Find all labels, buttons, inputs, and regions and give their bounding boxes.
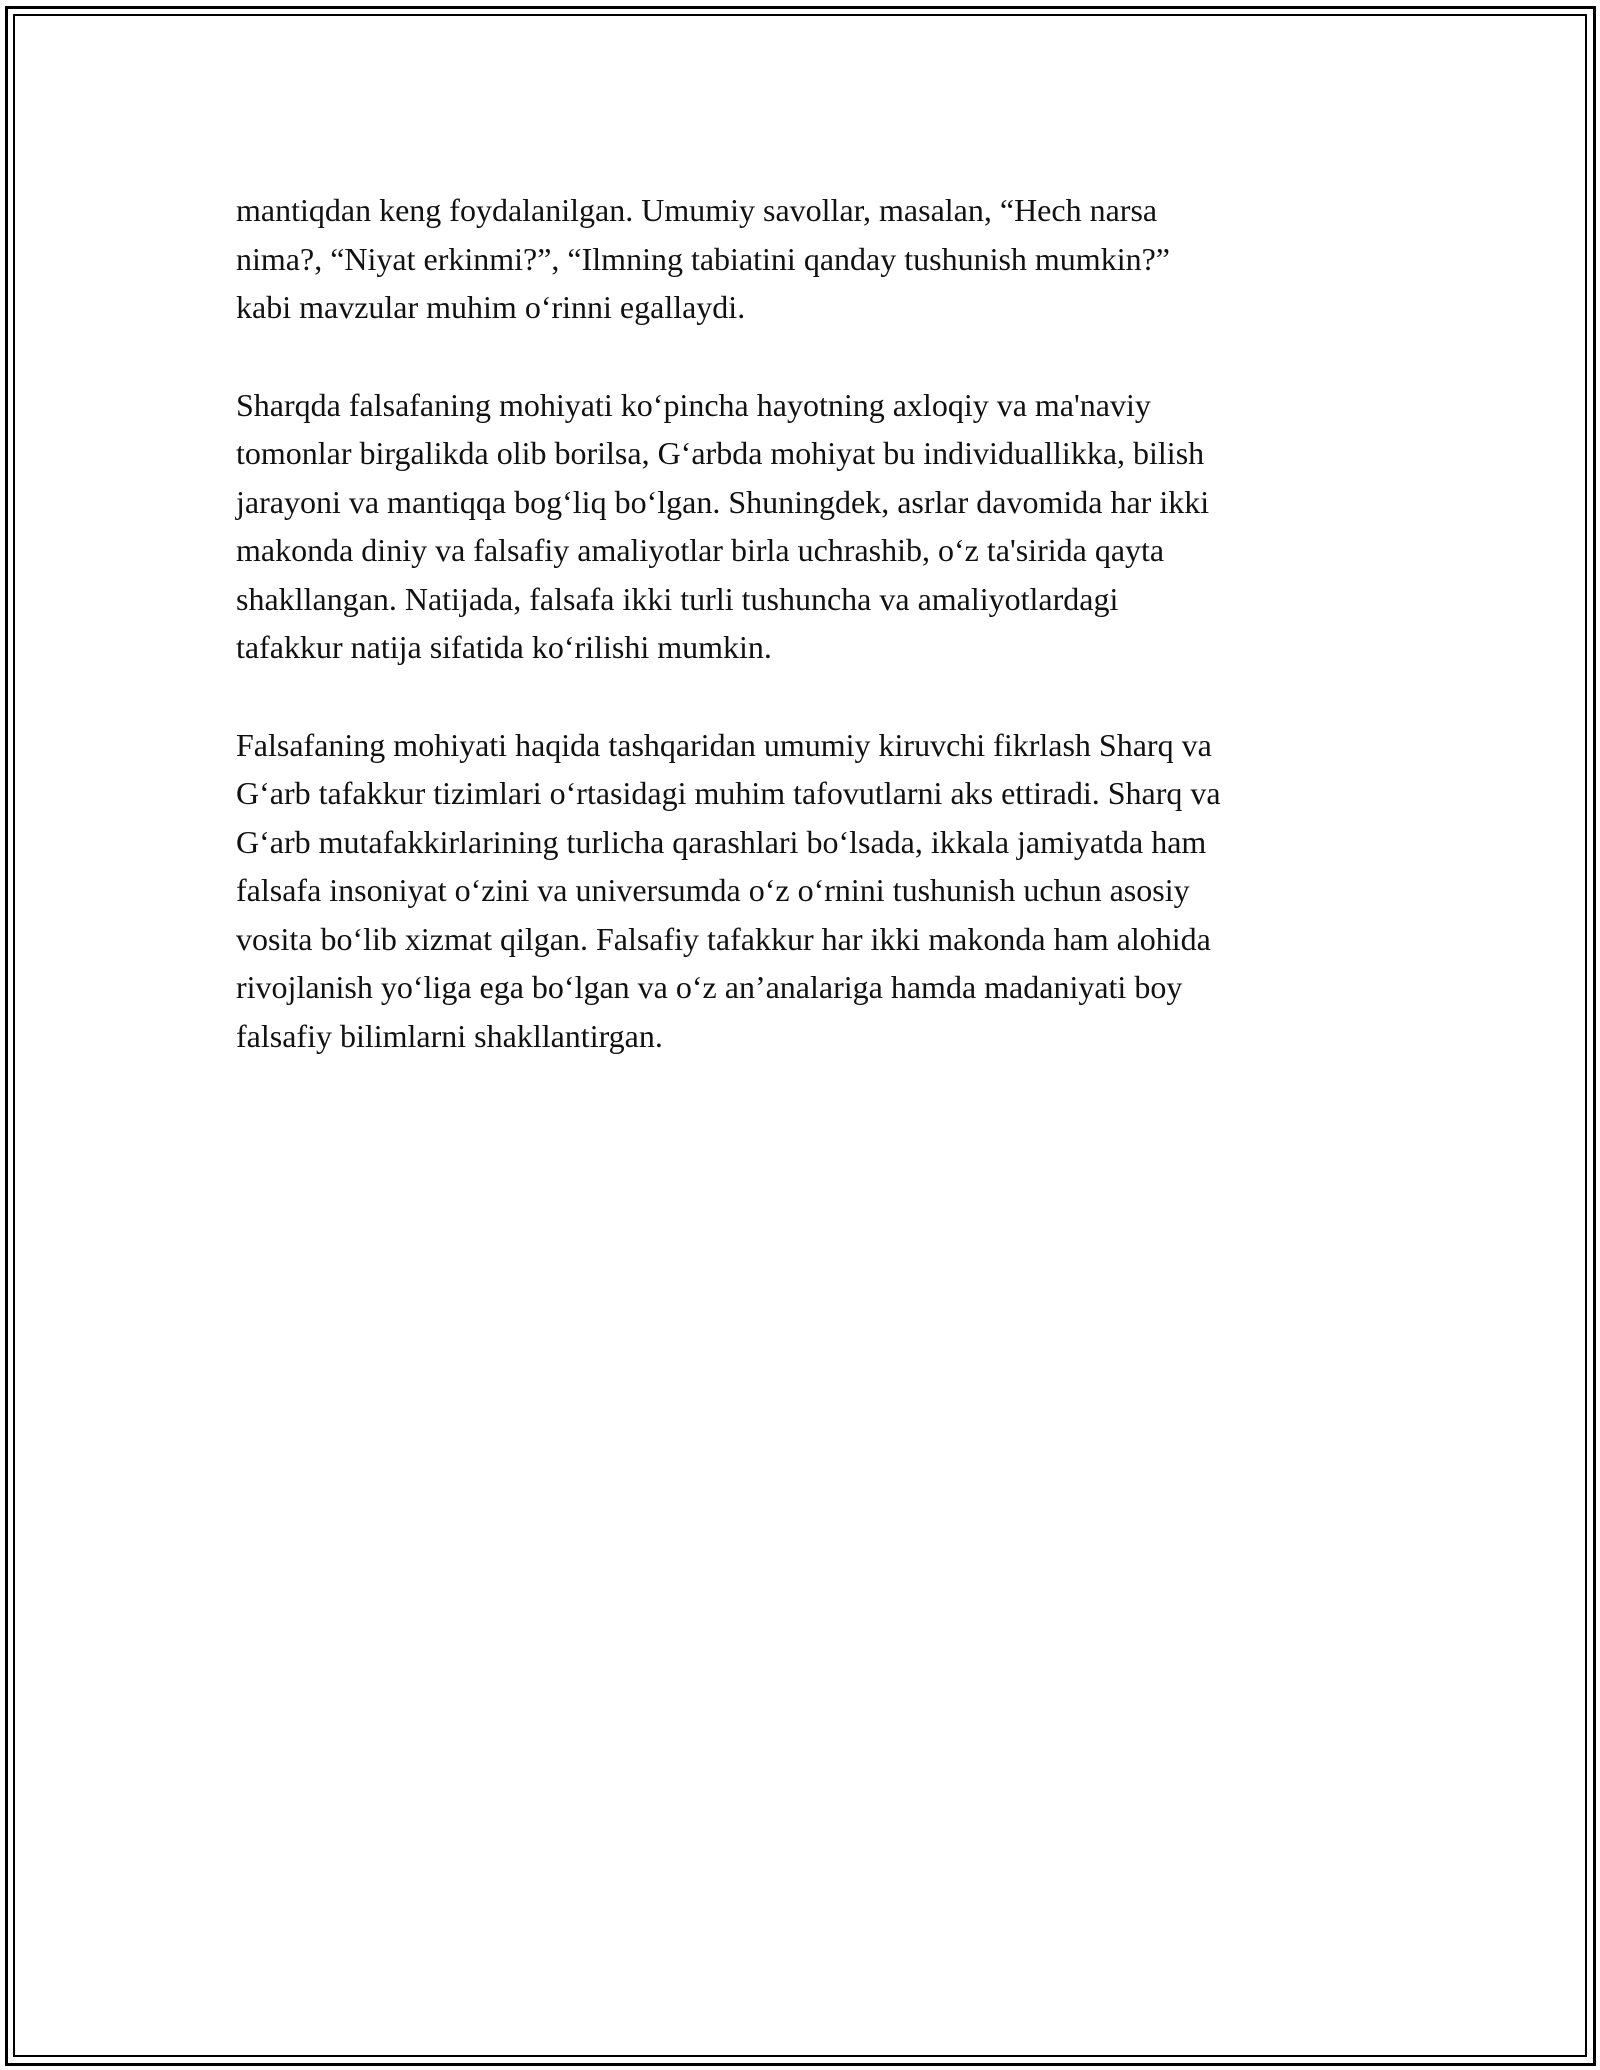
text-line: G‘arb tafakkur tizimlari o‘rtasidagi muhim tafovutlarni aks ettiradi. Sharq va (236, 775, 1221, 811)
text-line: Falsafaning mohiyati haqida tashqaridan umumiy kiruvchi fikrlash Sharq va (236, 726, 1212, 763)
text-line: tomonlar birgalikda olib borilsa, G‘arbda mohiyat bu individuallikka, bilish (236, 435, 1205, 471)
text-line: rivojlanish yo‘liga ega bo‘lgan va o‘z an’analariga hamda madaniyati boy (236, 969, 1183, 1005)
text-line: kabi mavzular muhim o‘rinni egallaydi. (236, 289, 746, 325)
paragraph-3 (236, 721, 1371, 1061)
text-line: tafakkur natija sifatida ko‘rilishi mumkin. (236, 629, 772, 665)
text-line: mantiqdan keng foydalanilgan. Umumiy savollar, masalan, “Hech narsa (236, 192, 1158, 228)
text-line: makonda diniy va falsafiy amaliyotlar birla uchrashib, o‘z ta'sirida qayta (236, 532, 1165, 568)
text-line: G‘arb mutafakkirlarining turlicha qarashlari bo‘lsada, ikkala jamiyatda ham (236, 823, 1207, 860)
text-line: falsafa insoniyat o‘zini va universumda o‘z o‘rnini tushunish uchun asosiy (236, 872, 1190, 908)
text-line: falsafiy bilimlarni shakllantirgan. (236, 1017, 663, 1054)
document-body (236, 186, 1371, 1109)
paragraph-2 (236, 381, 1371, 672)
text-line: vosita bo‘lib xizmat qilgan. Falsafiy tafakkur har ikki makonda ham alohida (236, 920, 1211, 957)
text-line: Sharqda falsafaning mohiyati ko‘pincha hayotning axloqiy va ma'naviy (236, 386, 1151, 423)
paragraph-1 (236, 186, 1371, 332)
text-line: jarayoni va mantiqqa bog‘liq bo‘lgan. Shuningdek, asrlar davomida har ikki (236, 483, 1210, 520)
text-line: nima?, “Niyat erkinmi?”, “Ilmning tabiatini qanday tushunish mumkin?” (236, 240, 1170, 277)
text-line: shakllangan. Natijada, falsafa ikki turli tushuncha va amaliyotlardagi (236, 580, 1119, 617)
